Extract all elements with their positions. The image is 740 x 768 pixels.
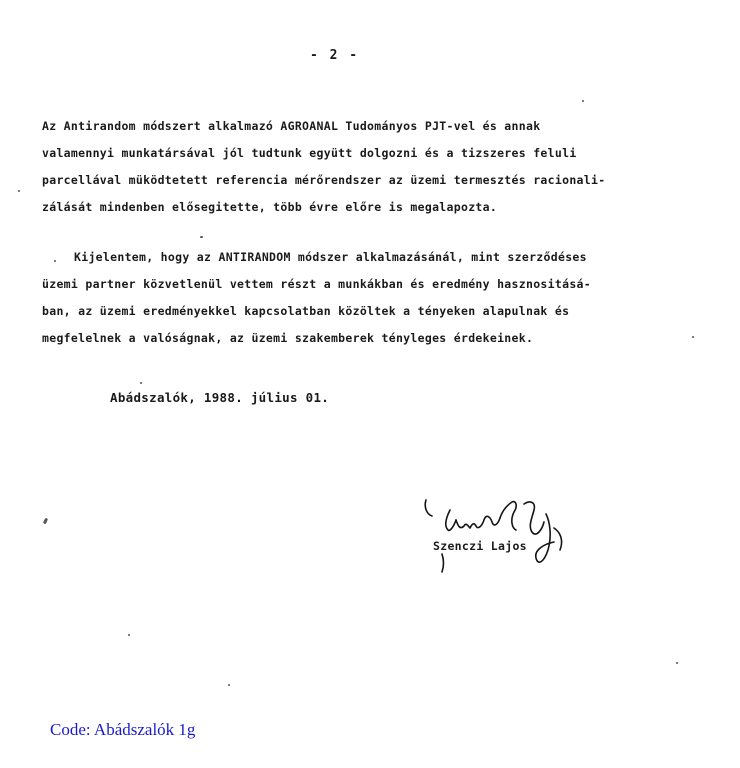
paragraph-line: valamennyi munkatársával jól tudtunk együtt dolgozni és a tizszeres feluli <box>42 146 577 160</box>
paragraph-2 <box>42 244 591 352</box>
paragraph-line: Kijelentem, hogy az ANTIRANDOM módszer alkalmazásánál, mint szerződéses <box>74 250 587 264</box>
scan-speck <box>228 684 230 686</box>
scan-speck <box>54 260 56 262</box>
scan-speck <box>18 190 20 192</box>
paragraph-line: üzemi partner közvetlenül vettem részt a munkákban és eredmény hasznositásá- <box>42 277 591 291</box>
scan-speck <box>676 662 678 664</box>
signature-scribble-icon <box>420 492 580 582</box>
scan-speck <box>140 382 142 384</box>
handwritten-signature <box>420 492 580 582</box>
paragraph-line: parcellával müködtetett referencia mérőrendszer az üzemi termesztés racionali- <box>42 173 606 187</box>
scan-speck <box>200 236 203 238</box>
paragraph-line: ban, az üzemi eredményekkel kapcsolatban közöltek a tényeken alapulnak és <box>42 304 570 318</box>
scan-speck <box>582 100 584 102</box>
scan-speck <box>43 518 48 525</box>
paragraph-line: zálását mindenben elősegitette, több évre előre is megalapozta. <box>42 200 498 214</box>
page-number: - 2 - <box>310 48 360 63</box>
signer-name: Szenczi Lajos <box>433 539 527 553</box>
place-and-date: Abádszalók, 1988. július 01. <box>110 390 330 405</box>
scan-speck <box>692 336 694 338</box>
paragraph-line: megfelelnek a valóságnak, az üzemi szakemberek tényleges érdekeinek. <box>42 331 534 345</box>
scan-speck <box>128 634 130 636</box>
paragraph-line: Az Antirandom módszert alkalmazó AGROANAL Tudományos PJT-vel és annak <box>42 119 541 133</box>
paragraph-1 <box>42 113 605 221</box>
archive-code-label: Code: Abádszalók 1g <box>50 720 196 739</box>
